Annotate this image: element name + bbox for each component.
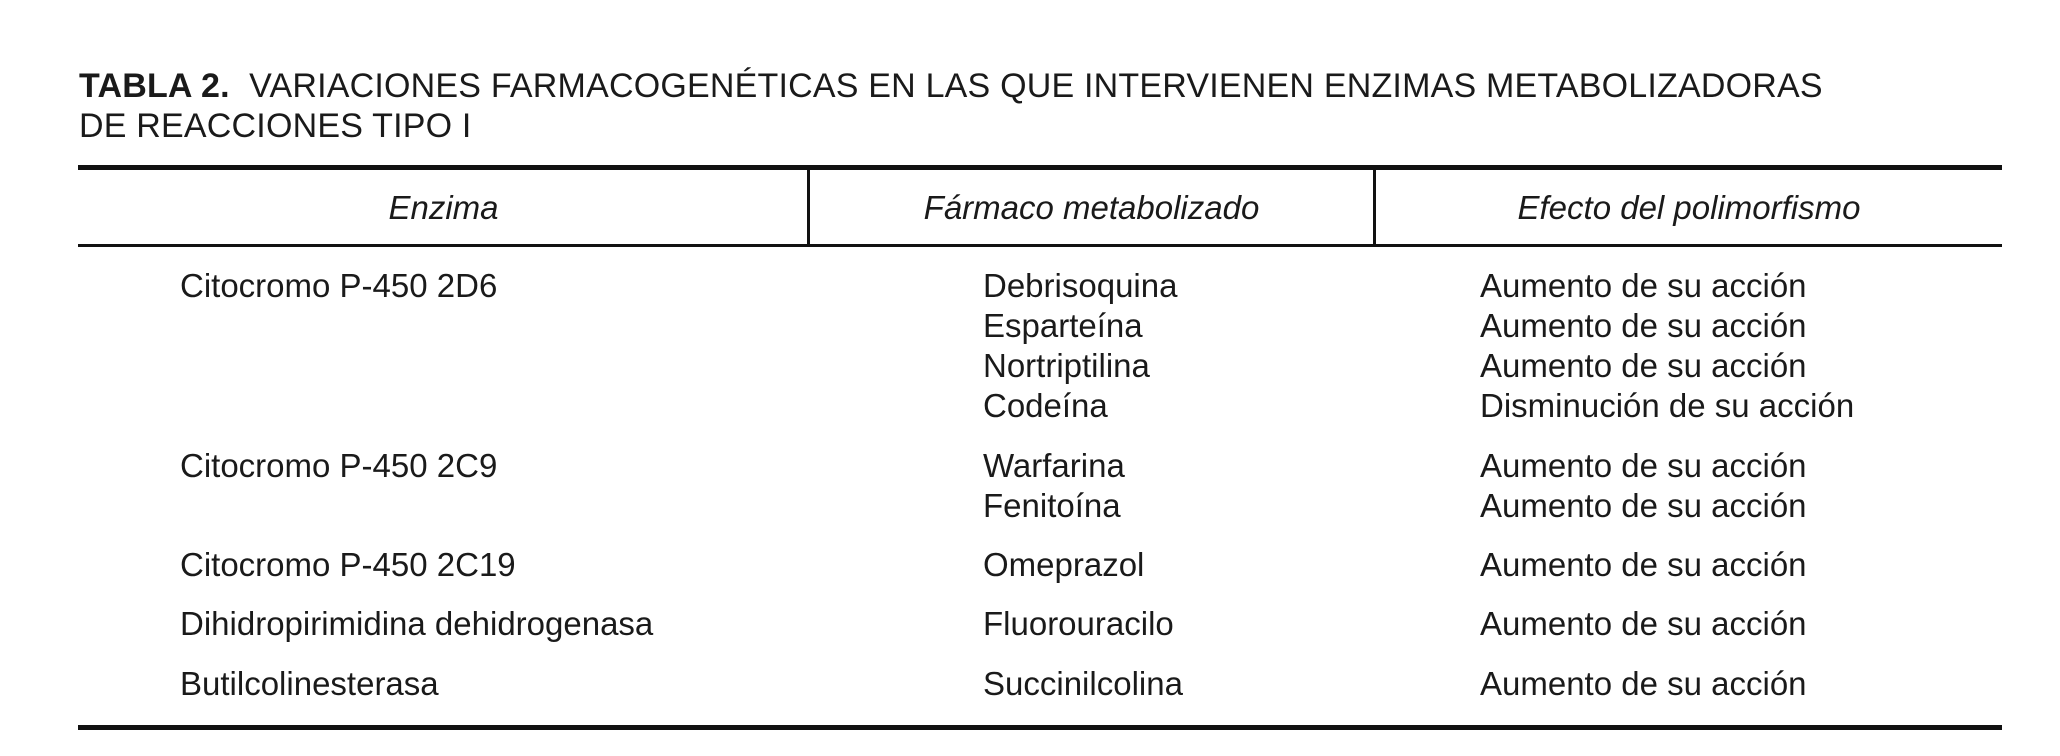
drug-name: Warfarina xyxy=(983,447,1125,484)
effect-cell xyxy=(1480,446,1807,526)
drug-name: Esparteína xyxy=(983,307,1143,344)
enzyme-cell: Citocromo P-450 2C9 xyxy=(180,447,498,484)
effect-cell xyxy=(1480,266,1854,426)
effect-cell xyxy=(1480,545,1807,585)
table-header-rule xyxy=(78,244,2002,247)
effect-text: Aumento de su acción xyxy=(1480,605,1807,642)
drug-name: Omeprazol xyxy=(983,546,1145,583)
table-caption-title-line2: DE REACCIONES TIPO I xyxy=(79,107,472,145)
drug-name: Fenitoína xyxy=(983,487,1121,524)
effect-cell xyxy=(1480,604,1807,644)
drug-name: Fluorouracilo xyxy=(983,605,1174,642)
effect-text: Aumento de su acción xyxy=(1480,267,1807,304)
column-header-drug: Fármaco metabolizado xyxy=(923,189,1260,226)
drug-cell xyxy=(983,446,1125,526)
drug-cell xyxy=(983,664,1183,704)
table-caption-label: TABLA 2. xyxy=(79,67,230,105)
effect-text: Disminución de su acción xyxy=(1480,387,1855,424)
table-caption-title-line1: VARIACIONES FARMACOGENÉTICAS EN LAS QUE INTERVIENEN ENZIMAS METABOLIZADORAS xyxy=(249,67,1823,105)
effect-text: Aumento de su acción xyxy=(1480,447,1807,484)
column-header-enzyme: Enzima xyxy=(388,189,499,226)
effect-cell xyxy=(1480,664,1807,704)
effect-text: Aumento de su acción xyxy=(1480,665,1807,702)
table-bottom-rule xyxy=(78,725,2002,730)
drug-cell xyxy=(983,545,1144,585)
table-top-rule xyxy=(78,165,2002,170)
drug-name: Nortriptilina xyxy=(983,347,1150,384)
effect-text: Aumento de su acción xyxy=(1480,307,1807,344)
drug-name: Succinilcolina xyxy=(983,665,1183,702)
enzyme-cell: Citocromo P-450 2C19 xyxy=(180,546,516,583)
column-header-effect: Efecto del polimorfismo xyxy=(1517,189,1861,226)
effect-text: Aumento de su acción xyxy=(1480,347,1807,384)
drug-cell xyxy=(983,266,1177,426)
drug-cell xyxy=(983,604,1174,644)
drug-name: Codeína xyxy=(983,387,1108,424)
enzyme-cell: Citocromo P-450 2D6 xyxy=(180,267,498,304)
table-caption xyxy=(79,66,1979,146)
effect-text: Aumento de su acción xyxy=(1480,487,1807,524)
enzyme-cell: Dihidropirimidina dehidrogenasa xyxy=(180,605,654,642)
drug-name: Debrisoquina xyxy=(983,267,1178,304)
effect-text: Aumento de su acción xyxy=(1480,546,1807,583)
enzyme-cell: Butilcolinesterasa xyxy=(180,665,439,702)
